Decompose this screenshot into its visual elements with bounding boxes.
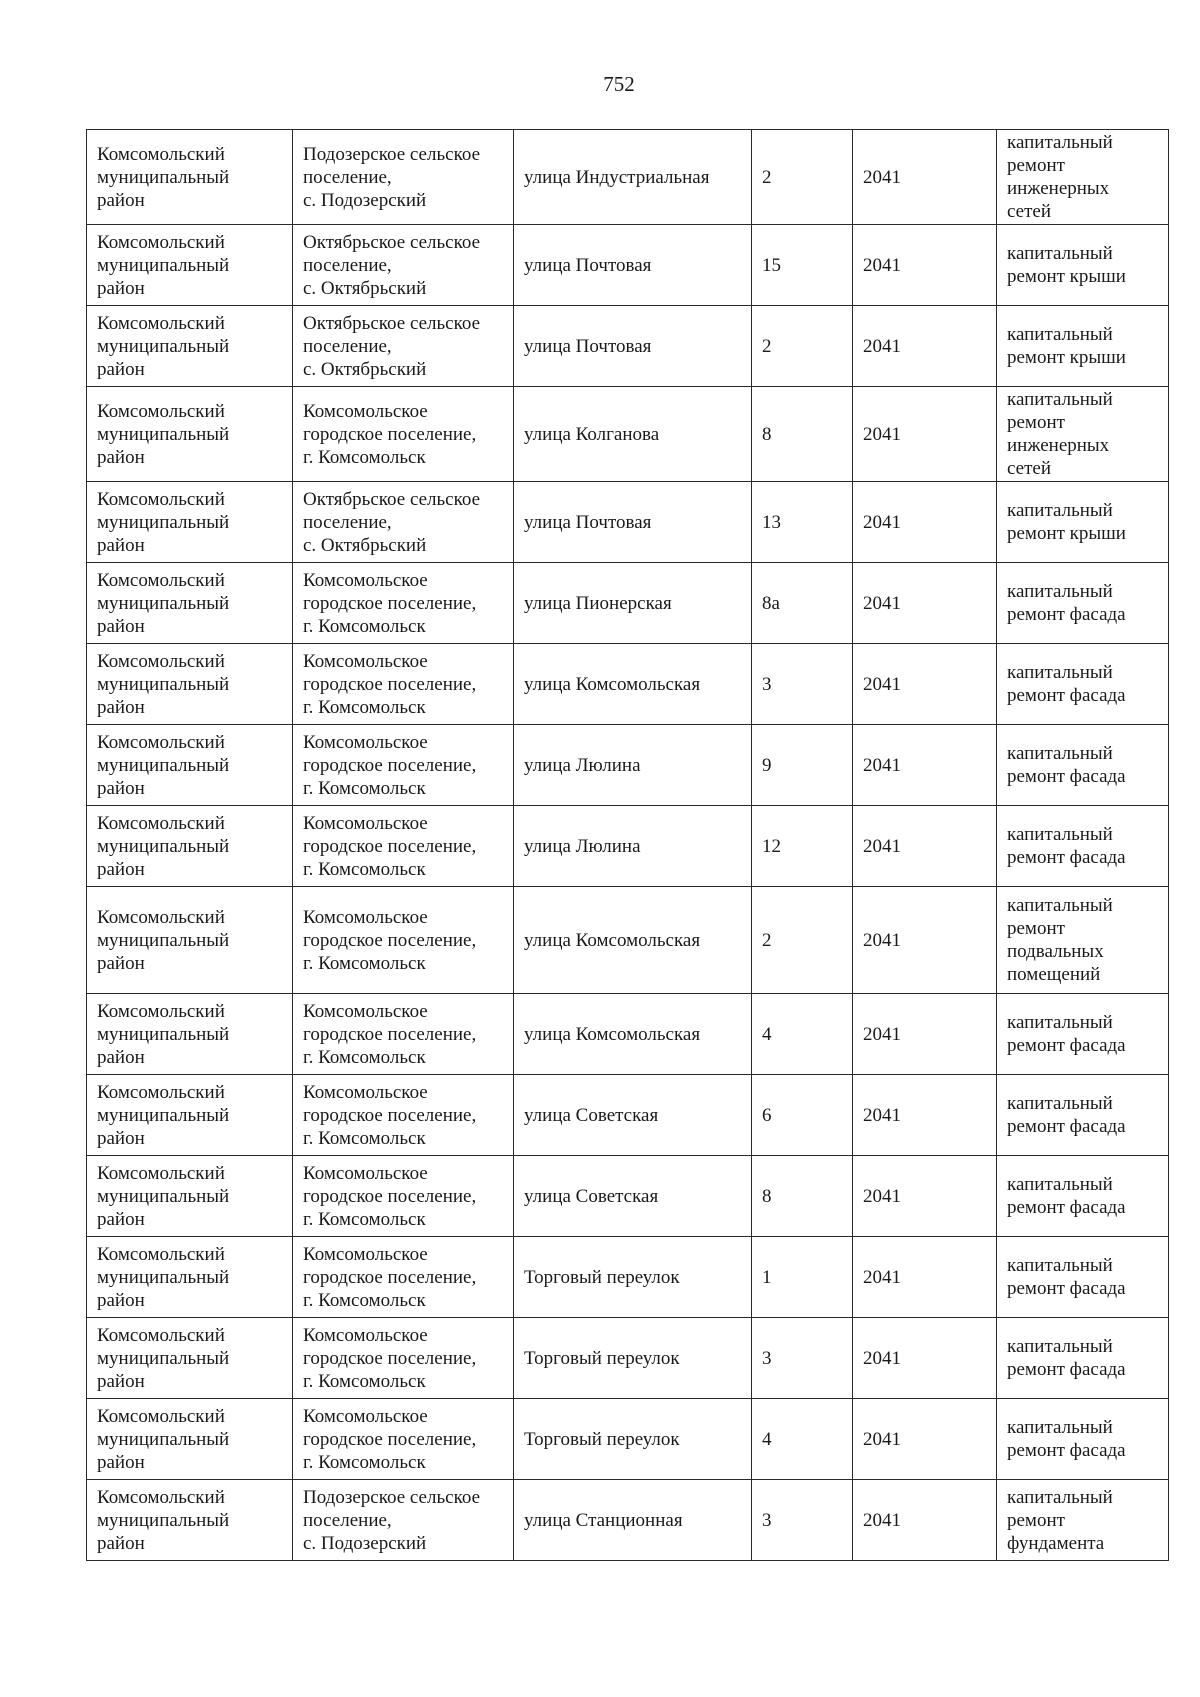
cell-street <box>514 1399 752 1480</box>
cell-district-text: Комсомольский муниципальный район <box>97 569 230 637</box>
cell-settlement <box>293 1156 514 1237</box>
table-row <box>87 225 1169 306</box>
cell-year-text: 2041 <box>863 673 901 695</box>
cell-street-text: улица Почтовая <box>524 254 652 276</box>
table-row <box>87 387 1169 482</box>
cell-district <box>87 994 293 1075</box>
cell-street-text: Торговый переулок <box>524 1428 680 1450</box>
cell-year <box>853 1156 997 1237</box>
cell-work-type-text: капитальный ремонт фасада <box>1007 1093 1126 1137</box>
table-row <box>87 482 1169 563</box>
cell-settlement-text: Комсомольское городское поселение, г. Комсомольск <box>303 1162 477 1230</box>
cell-street <box>514 1480 752 1561</box>
cell-street-text: улица Индустриальная <box>524 166 710 188</box>
cell-year-text: 2041 <box>863 754 901 776</box>
cell-year-text: 2041 <box>863 929 901 951</box>
cell-district <box>87 1318 293 1399</box>
cell-district-text: Комсомольский муниципальный район <box>97 1081 230 1149</box>
cell-settlement <box>293 1075 514 1156</box>
cell-district <box>87 1237 293 1318</box>
cell-year-text: 2041 <box>863 1266 901 1288</box>
cell-street <box>514 1318 752 1399</box>
cell-work-type <box>997 563 1169 644</box>
cell-street-text: улица Люлина <box>524 835 641 857</box>
cell-work-type <box>997 482 1169 563</box>
cell-year-text: 2041 <box>863 335 901 357</box>
cell-district-text: Комсомольский муниципальный район <box>97 1000 230 1068</box>
cell-district-text: Комсомольский муниципальный район <box>97 650 230 718</box>
cell-settlement-text: Комсомольское городское поселение, г. Комсомольск <box>303 1081 477 1149</box>
cell-street-text: улица Колганова <box>524 423 660 445</box>
cell-street <box>514 482 752 563</box>
cell-work-type <box>997 1318 1169 1399</box>
cell-settlement-text: Комсомольское городское поселение, г. Комсомольск <box>303 650 477 718</box>
cell-house-number <box>752 1318 853 1399</box>
cell-street-text: улица Станционная <box>524 1509 683 1531</box>
cell-work-type <box>997 1156 1169 1237</box>
cell-work-type <box>997 1237 1169 1318</box>
cell-district-text: Комсомольский муниципальный район <box>97 231 230 299</box>
cell-street-text: улица Почтовая <box>524 335 652 357</box>
cell-settlement-text: Комсомольское городское поселение, г. Комсомольск <box>303 569 477 637</box>
cell-house-number-text: 2 <box>762 166 772 188</box>
cell-street <box>514 130 752 225</box>
cell-house-number <box>752 306 853 387</box>
cell-work-type <box>997 806 1169 887</box>
cell-work-type-text: капитальный ремонт инженерных сетей <box>1007 389 1113 479</box>
cell-house-number-text: 4 <box>762 1428 772 1450</box>
cell-work-type-text: капитальный ремонт фундамента <box>1007 1486 1113 1554</box>
cell-year <box>853 1237 997 1318</box>
cell-street-text: улица Комсомольская <box>524 929 701 951</box>
cell-street-text: Торговый переулок <box>524 1347 680 1369</box>
cell-settlement <box>293 1480 514 1561</box>
cell-work-type-text: капитальный ремонт фасада <box>1007 1336 1126 1380</box>
cell-district <box>87 225 293 306</box>
cell-year <box>853 887 997 994</box>
cell-year <box>853 563 997 644</box>
cell-work-type-text: капитальный ремонт инженерных сетей <box>1007 132 1113 222</box>
cell-street <box>514 806 752 887</box>
cell-district <box>87 887 293 994</box>
cell-work-type-text: капитальный ремонт фасада <box>1007 743 1126 787</box>
cell-settlement <box>293 225 514 306</box>
cell-settlement-text: Комсомольское городское поселение, г. Комсомольск <box>303 906 477 974</box>
cell-work-type <box>997 994 1169 1075</box>
cell-settlement-text: Комсомольское городское поселение, г. Комсомольск <box>303 1405 477 1473</box>
cell-street <box>514 306 752 387</box>
cell-year-text: 2041 <box>863 1104 901 1126</box>
cell-work-type-text: капитальный ремонт фасада <box>1007 824 1126 868</box>
cell-house-number <box>752 1075 853 1156</box>
cell-work-type <box>997 225 1169 306</box>
cell-year-text: 2041 <box>863 1347 901 1369</box>
cell-year-text: 2041 <box>863 511 901 533</box>
cell-year-text: 2041 <box>863 1185 901 1207</box>
cell-year <box>853 482 997 563</box>
cell-year <box>853 306 997 387</box>
cell-work-type <box>997 1399 1169 1480</box>
cell-district <box>87 1480 293 1561</box>
cell-settlement-text: Комсомольское городское поселение, г. Комсомольск <box>303 812 477 880</box>
cell-district-text: Комсомольский муниципальный район <box>97 731 230 799</box>
cell-district-text: Комсомольский муниципальный район <box>97 143 230 211</box>
cell-settlement <box>293 1399 514 1480</box>
cell-settlement <box>293 563 514 644</box>
table-row <box>87 306 1169 387</box>
cell-year <box>853 130 997 225</box>
table-row <box>87 1399 1169 1480</box>
cell-work-type-text: капитальный ремонт фасада <box>1007 662 1126 706</box>
cell-settlement-text: Октябрьское сельское поселение, с. Октябрьский <box>303 231 481 299</box>
cell-year <box>853 994 997 1075</box>
cell-street <box>514 1075 752 1156</box>
cell-house-number-text: 2 <box>762 335 772 357</box>
cell-house-number-text: 6 <box>762 1104 772 1126</box>
cell-district-text: Комсомольский муниципальный район <box>97 906 230 974</box>
cell-district <box>87 644 293 725</box>
cell-settlement-text: Комсомольское городское поселение, г. Комсомольск <box>303 1000 477 1068</box>
cell-work-type-text: капитальный ремонт фасада <box>1007 1255 1126 1299</box>
cell-work-type-text: капитальный ремонт крыши <box>1007 500 1126 544</box>
cell-year-text: 2041 <box>863 835 901 857</box>
cell-street <box>514 225 752 306</box>
cell-district <box>87 387 293 482</box>
cell-year-text: 2041 <box>863 1428 901 1450</box>
cell-house-number-text: 8 <box>762 423 772 445</box>
cell-house-number <box>752 644 853 725</box>
repair-schedule-table <box>86 129 1169 1561</box>
cell-district <box>87 563 293 644</box>
cell-work-type-text: капитальный ремонт фасада <box>1007 1174 1126 1218</box>
cell-house-number <box>752 1237 853 1318</box>
cell-house-number-text: 9 <box>762 754 772 776</box>
cell-district-text: Комсомольский муниципальный район <box>97 1486 230 1554</box>
cell-house-number-text: 2 <box>762 929 772 951</box>
cell-street-text: улица Комсомольская <box>524 673 701 695</box>
cell-work-type-text: капитальный ремонт подвальных помещений <box>1007 895 1113 985</box>
cell-district <box>87 725 293 806</box>
cell-year-text: 2041 <box>863 592 901 614</box>
cell-work-type-text: капитальный ремонт крыши <box>1007 243 1126 287</box>
cell-settlement-text: Подозерское сельское поселение, с. Подозерский <box>303 1486 481 1554</box>
cell-district-text: Комсомольский муниципальный район <box>97 812 230 880</box>
cell-street <box>514 1237 752 1318</box>
table-row <box>87 1075 1169 1156</box>
cell-settlement <box>293 130 514 225</box>
cell-year <box>853 644 997 725</box>
cell-settlement-text: Октябрьское сельское поселение, с. Октябрьский <box>303 488 481 556</box>
cell-house-number <box>752 725 853 806</box>
cell-year <box>853 387 997 482</box>
cell-district-text: Комсомольский муниципальный район <box>97 312 230 380</box>
cell-work-type <box>997 306 1169 387</box>
cell-district <box>87 130 293 225</box>
cell-year <box>853 725 997 806</box>
cell-street <box>514 887 752 994</box>
cell-district-text: Комсомольский муниципальный район <box>97 1243 230 1311</box>
cell-district <box>87 306 293 387</box>
cell-year <box>853 806 997 887</box>
cell-house-number <box>752 130 853 225</box>
cell-street <box>514 644 752 725</box>
cell-settlement <box>293 806 514 887</box>
cell-work-type <box>997 887 1169 994</box>
cell-year-text: 2041 <box>863 423 901 445</box>
cell-district-text: Комсомольский муниципальный район <box>97 1405 230 1473</box>
cell-year-text: 2041 <box>863 1509 901 1531</box>
cell-year <box>853 1480 997 1561</box>
cell-street <box>514 1156 752 1237</box>
cell-district <box>87 806 293 887</box>
cell-year-text: 2041 <box>863 166 901 188</box>
table-row <box>87 1156 1169 1237</box>
cell-settlement-text: Комсомольское городское поселение, г. Комсомольск <box>303 400 477 468</box>
cell-settlement-text: Комсомольское городское поселение, г. Комсомольск <box>303 731 477 799</box>
cell-work-type <box>997 1480 1169 1561</box>
table-body <box>87 130 1169 1561</box>
cell-house-number <box>752 387 853 482</box>
cell-street <box>514 994 752 1075</box>
cell-work-type <box>997 130 1169 225</box>
cell-settlement <box>293 1318 514 1399</box>
cell-house-number-text: 8 <box>762 1185 772 1207</box>
cell-work-type <box>997 725 1169 806</box>
cell-house-number <box>752 563 853 644</box>
cell-house-number-text: 8а <box>762 592 780 614</box>
cell-work-type-text: капитальный ремонт крыши <box>1007 324 1126 368</box>
cell-work-type <box>997 387 1169 482</box>
cell-district <box>87 1075 293 1156</box>
cell-house-number <box>752 806 853 887</box>
table-row <box>87 1318 1169 1399</box>
table-row <box>87 725 1169 806</box>
cell-district <box>87 1399 293 1480</box>
table-row <box>87 644 1169 725</box>
cell-settlement <box>293 994 514 1075</box>
cell-settlement-text: Октябрьское сельское поселение, с. Октябрьский <box>303 312 481 380</box>
cell-work-type-text: капитальный ремонт фасада <box>1007 1417 1126 1461</box>
cell-street-text: Торговый переулок <box>524 1266 680 1288</box>
cell-district <box>87 482 293 563</box>
cell-settlement <box>293 306 514 387</box>
cell-district-text: Комсомольский муниципальный район <box>97 400 230 468</box>
cell-district-text: Комсомольский муниципальный район <box>97 1324 230 1392</box>
cell-street-text: улица Советская <box>524 1104 659 1126</box>
cell-house-number <box>752 1480 853 1561</box>
table-row <box>87 806 1169 887</box>
cell-year-text: 2041 <box>863 1023 901 1045</box>
cell-street-text: улица Почтовая <box>524 511 652 533</box>
cell-house-number-text: 3 <box>762 1509 772 1531</box>
cell-work-type <box>997 644 1169 725</box>
cell-settlement-text: Подозерское сельское поселение, с. Подозерский <box>303 143 481 211</box>
cell-settlement <box>293 644 514 725</box>
cell-house-number-text: 3 <box>762 1347 772 1369</box>
cell-house-number <box>752 994 853 1075</box>
cell-street-text: улица Комсомольская <box>524 1023 701 1045</box>
cell-house-number-text: 13 <box>762 511 781 533</box>
cell-work-type-text: капитальный ремонт фасада <box>1007 1012 1126 1056</box>
cell-street-text: улица Пионерская <box>524 592 672 614</box>
cell-house-number-text: 4 <box>762 1023 772 1045</box>
cell-house-number-text: 15 <box>762 254 781 276</box>
cell-street <box>514 563 752 644</box>
cell-work-type <box>997 1075 1169 1156</box>
cell-year <box>853 1318 997 1399</box>
cell-district <box>87 1156 293 1237</box>
cell-house-number <box>752 1399 853 1480</box>
cell-settlement-text: Комсомольское городское поселение, г. Комсомольск <box>303 1324 477 1392</box>
cell-house-number <box>752 482 853 563</box>
cell-house-number-text: 3 <box>762 673 772 695</box>
cell-year <box>853 225 997 306</box>
table-row <box>87 887 1169 994</box>
page-number: 752 <box>603 72 635 96</box>
cell-house-number-text: 1 <box>762 1266 772 1288</box>
cell-house-number <box>752 225 853 306</box>
table-row <box>87 563 1169 644</box>
table-row <box>87 994 1169 1075</box>
cell-settlement <box>293 887 514 994</box>
cell-house-number <box>752 887 853 994</box>
cell-work-type-text: капитальный ремонт фасада <box>1007 581 1126 625</box>
table-row <box>87 1237 1169 1318</box>
cell-street <box>514 725 752 806</box>
cell-district-text: Комсомольский муниципальный район <box>97 1162 230 1230</box>
cell-district-text: Комсомольский муниципальный район <box>97 488 230 556</box>
cell-settlement <box>293 1237 514 1318</box>
cell-house-number-text: 12 <box>762 835 781 857</box>
cell-house-number <box>752 1156 853 1237</box>
cell-year-text: 2041 <box>863 254 901 276</box>
table-row <box>87 130 1169 225</box>
cell-year <box>853 1075 997 1156</box>
cell-street-text: улица Советская <box>524 1185 659 1207</box>
cell-settlement <box>293 482 514 563</box>
table-row <box>87 1480 1169 1561</box>
cell-settlement <box>293 725 514 806</box>
cell-settlement <box>293 387 514 482</box>
cell-year <box>853 1399 997 1480</box>
cell-street <box>514 387 752 482</box>
cell-street-text: улица Люлина <box>524 754 641 776</box>
cell-settlement-text: Комсомольское городское поселение, г. Комсомольск <box>303 1243 477 1311</box>
